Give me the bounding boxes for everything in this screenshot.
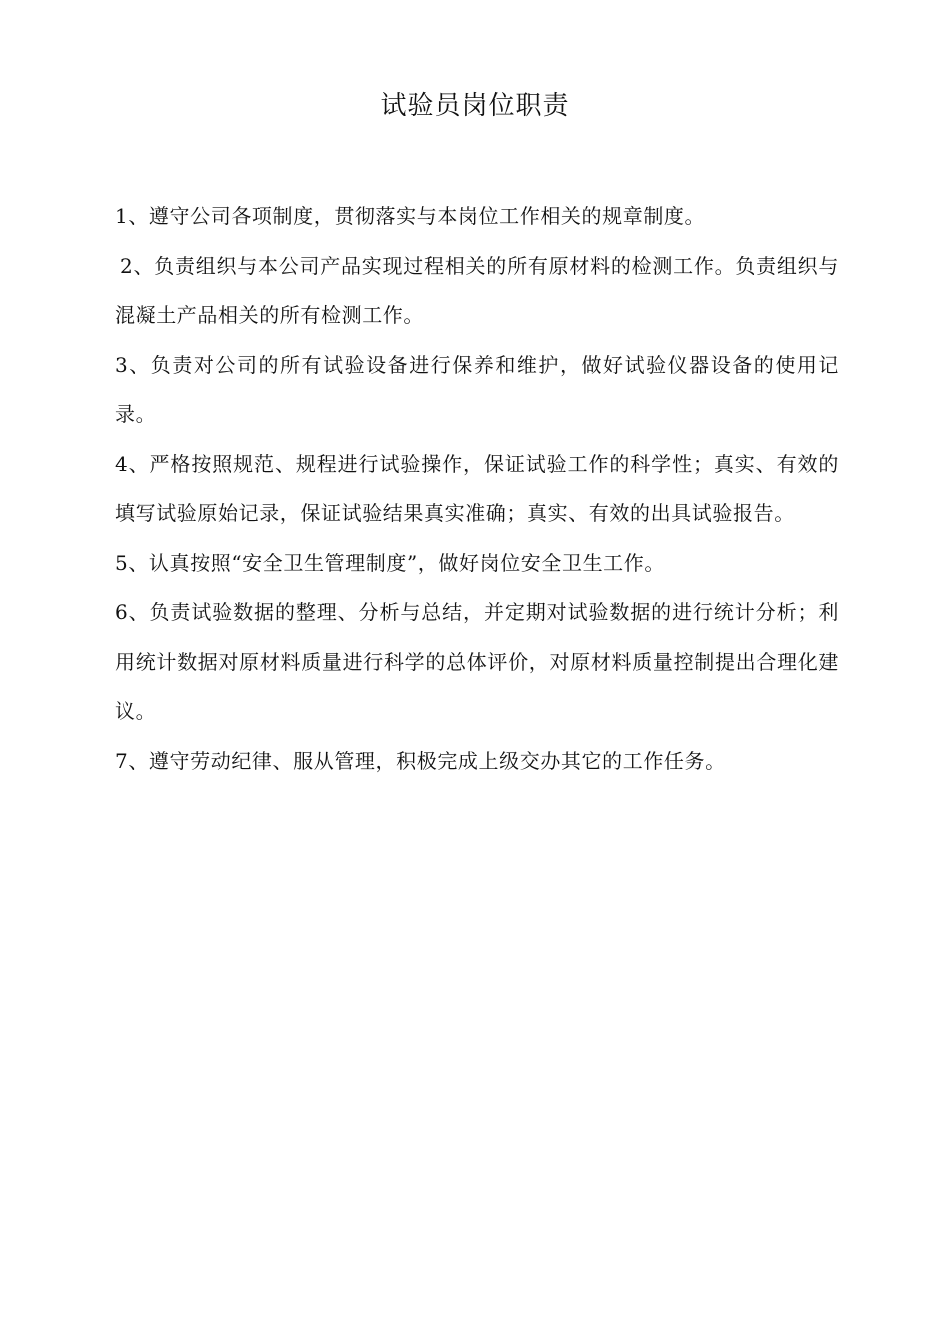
duty-clause-1: 1、遵守公司各项制度，贯彻落实与本岗位工作相关的规章制度。 <box>115 204 706 228</box>
duty-clause-list <box>115 192 839 786</box>
duty-clause-2: 2、负责组织与本公司产品实现过程相关的所有原材料的检测工作。负责组织与混凝土产品相关的所有检测工作。 <box>115 253 839 327</box>
duty-clause-5: 5、认真按照“安全卫生管理制度”，做好岗位安全卫生工作。 <box>115 550 665 575</box>
duty-clause-7: 7、遵守劳动纪律、服从管理，积极完成上级交办其它的工作任务。 <box>115 748 726 773</box>
document-title: 试验员岗位职责 <box>380 91 570 121</box>
duty-clause-4: 4、严格按照规范、规程进行试验操作，保证试验工作的科学性；真实、有效的填写试验原始记录，保证试验结果真实准确；真实、有效的出具试验报告。 <box>115 451 839 525</box>
duty-clause-6: 6、负责试验数据的整理、分析与总结，并定期对试验数据的进行统计分析；利用统计数据对原材料质量进行科学的总体评价，对原材料质量控制提出合理化建议。 <box>115 600 839 723</box>
duty-clause-3: 3、负责对公司的所有试验设备进行保养和维护，做好试验仪器设备的使用记录。 <box>115 352 839 426</box>
